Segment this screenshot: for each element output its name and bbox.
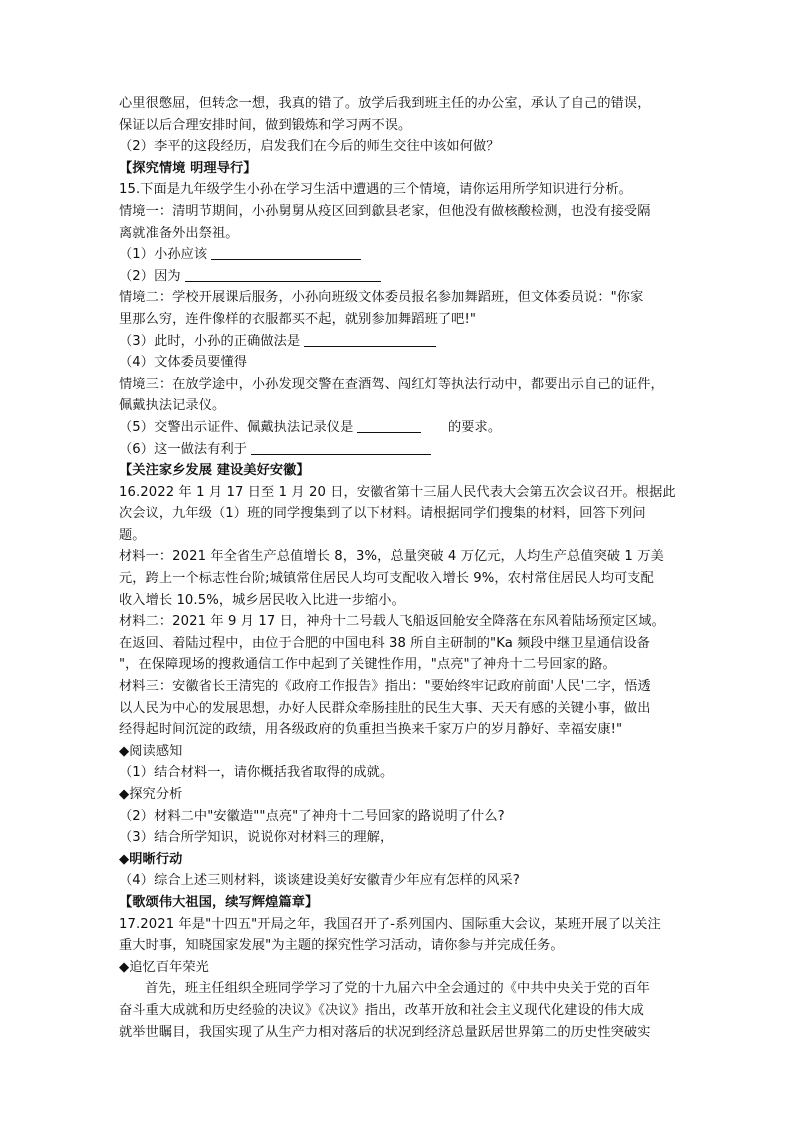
text-line bbox=[119, 935, 685, 957]
section-heading bbox=[119, 460, 685, 482]
text-line bbox=[119, 741, 685, 763]
line-text: 情境一：清明节期间，小孙舅舅从疫区回到歙县老家，但他没有做核酸检测，也没有接受隔 bbox=[119, 203, 651, 219]
text-line bbox=[119, 698, 685, 720]
text-line bbox=[119, 395, 685, 417]
text-line bbox=[119, 331, 685, 353]
line-text: 17.2021 年是"十四五"开局之年，我国召开了-系列国内、国际重大会议，某班开展了以关注 bbox=[119, 916, 661, 932]
text-line bbox=[119, 827, 685, 849]
line-text: 情境二：学校开展课后服务，小孙向班级文体委员报名参加舞蹈班，但文体委员说："你家 bbox=[119, 290, 644, 306]
line-text: 佩戴执法记录仪。 bbox=[119, 398, 226, 414]
text-line bbox=[119, 719, 685, 741]
line-text: （3）结合所学知识，说说你对材料三的理解， bbox=[119, 830, 394, 846]
text-line bbox=[119, 978, 685, 1000]
text-line bbox=[119, 223, 685, 245]
text-line bbox=[119, 309, 685, 331]
document-page bbox=[119, 93, 685, 1043]
line-text: 保证以后合理安排时间，做到锻炼和学习两不误。 bbox=[119, 117, 412, 133]
line-text: "，在保障现场的搜救通信工作中起到了关键性作用，"点亮"了神舟十二号回家的路。 bbox=[119, 657, 616, 673]
line-text: ◆探究分析 bbox=[119, 787, 183, 802]
text-line bbox=[119, 503, 685, 525]
line-text: （2）李平的这段经历，启发我们在今后的师生交往中该如何做？ bbox=[119, 139, 500, 155]
text-line bbox=[119, 439, 685, 461]
line-text: 以人民为中心的发展思想，办好人民群众牵肠挂肚的民生大事、天天有感的关键小事，做出 bbox=[119, 700, 651, 716]
line-text: （3）此时，小孙的正确做法是 bbox=[119, 333, 301, 349]
line-text: （2）因为 bbox=[119, 268, 181, 284]
line-text: （6）这一做法有利于 bbox=[119, 441, 248, 457]
line-text: 次会议，九年级（1）班的同学搜集到了以下材料。请根据同学们搜集的材料，回答下列问 bbox=[119, 506, 646, 522]
answer-blank[interactable] bbox=[185, 267, 381, 282]
text-line bbox=[119, 870, 685, 892]
line-text: 15.下面是九年级学生小孙在学习生活中遭遇的三个情境，请你运用所学知识进行分析。 bbox=[119, 182, 632, 198]
line-text: 就举世瞩目，我国实现了从生产力相对落后的状况到经济总量跃居世界第二的历史性突破实 bbox=[119, 1024, 651, 1040]
line-text: 【歌颂伟大祖国，续写辉煌篇章】 bbox=[119, 894, 319, 910]
line-text: 首先，班主任组织全班同学学习了党的十九届六中全会通过的《中共中央关于党的百年 bbox=[145, 981, 650, 997]
line-text: ◆追忆百年荣光 bbox=[119, 959, 209, 975]
line-text: ◆明晰行动 bbox=[119, 851, 183, 867]
text-line bbox=[119, 287, 685, 309]
text-line bbox=[119, 201, 685, 223]
text-line bbox=[119, 633, 685, 655]
section-heading bbox=[119, 892, 685, 914]
line-text: 收入增长 10.5%，城乡居民收入比进一步缩小。 bbox=[119, 592, 405, 608]
line-text: 情境三：在放学途中，小孙发现交警在查酒驾、闯红灯等执法行动中，都要出示自己的证件， bbox=[119, 376, 664, 392]
text-line bbox=[119, 914, 685, 936]
text-line bbox=[119, 482, 685, 504]
text-line bbox=[119, 266, 685, 288]
text-line bbox=[119, 93, 685, 115]
line-text: （5）交警出示证件、佩戴执法记录仪是 bbox=[119, 419, 354, 435]
line-text: （2）材料二中"安徽造""点亮"了神舟十二号回家的路说明了什么? bbox=[119, 808, 505, 824]
text-line bbox=[119, 957, 685, 979]
text-line bbox=[119, 352, 685, 374]
answer-blank[interactable] bbox=[304, 332, 436, 347]
text-line bbox=[119, 611, 685, 633]
line-text: 心里很憋屈，但转念一想，我真的错了。放学后我到班主任的办公室，承认了自己的错误， bbox=[119, 96, 651, 111]
text-line bbox=[119, 136, 685, 158]
text-line bbox=[119, 806, 685, 828]
text-line bbox=[119, 525, 685, 547]
text-line bbox=[119, 590, 685, 612]
text-line bbox=[119, 179, 685, 201]
text-line bbox=[119, 546, 685, 568]
line-text: 重大时事，知晓国家发展"为主题的探究性学习活动，请你参与并完成任务。 bbox=[119, 938, 564, 954]
text-line bbox=[119, 784, 685, 806]
line-text: 材料三：安徽省长王清宪的《政府工作报告》指出："要始终牢记政府前面'人民'二字，悟透 bbox=[119, 679, 651, 695]
answer-blank[interactable] bbox=[251, 440, 431, 455]
text-line bbox=[119, 762, 685, 784]
line-text: ◆阅读感知 bbox=[119, 743, 183, 759]
line-text: 【关注家乡发展 建设美好安徽】 bbox=[119, 463, 310, 479]
line-text: （4）文体委员要懂得 bbox=[119, 355, 248, 371]
text-line bbox=[119, 374, 685, 396]
text-line bbox=[119, 654, 685, 676]
line-text: 经得起时间沉淀的政绩，用各级政府的负重担当换来千家万户的岁月静好、幸福安康!" bbox=[119, 722, 623, 738]
line-text: （1）小孙应该 bbox=[119, 247, 208, 263]
line-text: 材料一：2021 年全省生产总值增长 8，3%，总量突破 4 万亿元，人均生产总值突破 1 万美 bbox=[119, 549, 664, 565]
text-line bbox=[119, 417, 685, 439]
text-line bbox=[119, 676, 685, 698]
text-line bbox=[119, 1022, 685, 1044]
text-line bbox=[119, 244, 685, 266]
section-heading bbox=[119, 849, 685, 871]
line-text: （4）综合上述三则材料，谈谈建设美好安徽青少年应有怎样的风采? bbox=[119, 873, 520, 889]
line-text: 离就准备外出祭祖。 bbox=[119, 225, 239, 241]
text-line bbox=[119, 568, 685, 590]
line-text: （1）结合材料一，请你概括我省取得的成就。 bbox=[119, 765, 394, 781]
line-text-after-blank: 的要求。 bbox=[421, 419, 502, 435]
line-text: 奋斗重大成就和历史经验的决议》《决议》指出，改革开放和社会主义现代化建设的伟大成 bbox=[119, 1002, 644, 1018]
answer-blank[interactable] bbox=[211, 245, 361, 260]
text-line bbox=[119, 115, 685, 137]
line-text: 【探究情境 明理导行】 bbox=[119, 160, 257, 176]
line-text: 题。 bbox=[119, 527, 146, 543]
line-text: 里那么穷，连件像样的衣服都买不起，就别参加舞蹈班了吧!" bbox=[119, 311, 477, 327]
line-text: 16.2022 年 1 月 17 日至 1 月 20 日，安徽省第十三届人民代表大会第五次会议召开。根据此 bbox=[119, 484, 676, 500]
text-line bbox=[119, 1000, 685, 1022]
answer-blank[interactable] bbox=[357, 418, 421, 433]
line-text: 在返回、着陆过程中，由位于合肥的中国电科 38 所自主研制的"Ka 频段中继卫星通信设备 bbox=[119, 635, 651, 651]
section-heading bbox=[119, 158, 685, 180]
line-text: 元，跨上一个标志性台阶;城镇常住居民人均可支配收入增长 9%，农村常住居民人均可支配 bbox=[119, 571, 654, 587]
line-text: 材料二：2021 年 9 月 17 日，神舟十二号载人飞船返回舱安全降落在东风着陆场预定区域。 bbox=[119, 614, 665, 630]
